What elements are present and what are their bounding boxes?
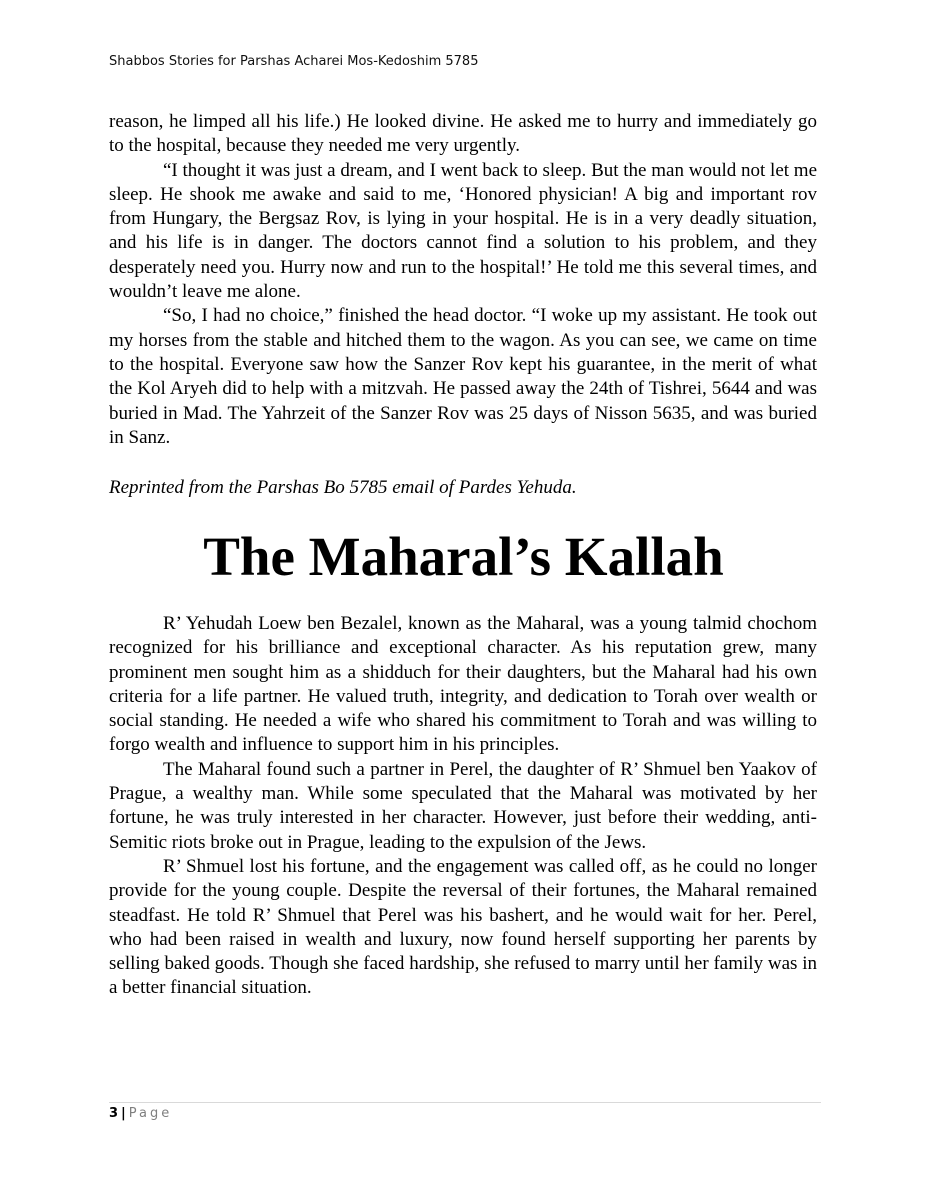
footer-separator: | [121, 1106, 126, 1121]
continued-story [109, 110, 817, 450]
page-number: 3 [109, 1106, 119, 1121]
footer-divider [109, 1102, 821, 1103]
story-title: The Maharal’s Kallah [203, 526, 724, 587]
paragraph: R’ Shmuel lost his fortune, and the engagement was called off, as he could no longer provide for the young couple. Despite the reversal of their fortunes, the Maharal remained steadfast. He told R’ Shmuel that Perel was his bashert, and he would wait for her. Perel, who had been raised in wealth and luxury, now found herself supporting her parents by selling baked goods. Though she faced hardship, she refused to marry until her family was in a better financial situation. [109, 855, 817, 999]
paragraph: “So, I had no choice,” finished the head doctor. “I woke up my assistant. He took out my horses from the stable and hitched them to the wagon. As you can see, we came on time to the hospital. Everyone saw how the Sanzer Rov kept his guarantee, in the merit of what the Kol Aryeh did to help with a mitzvah. He passed away the 24th of Tishrei, 5644 and was buried in Mad. The Yahrzeit of the Sanzer Rov was 25 days of Nisson 5635, and was buried in Sanz. [109, 305, 817, 448]
page-label: Page [128, 1106, 173, 1121]
paragraph: R’ Yehudah Loew ben Bezalel, known as the Maharal, was a young talmid chochom recognized for his brilliance and exceptional character. As his reputation grew, many prominent men sought him as a shidduch for their daughters, but the Maharal had his own criteria for a life partner. He valued truth, integrity, and dedication to Torah over wealth or social standing. He needed a wife who shared his commitment to Torah and was willing to forgo wealth and influence to support him in his principles. [109, 613, 817, 756]
paragraph: The Maharal found such a partner in Perel, the daughter of R’ Shmuel ben Yaakov of Prague, a wealthy man. While some speculated that the Maharal was motivated by her fortune, he was truly interested in her character. However, just before their wedding, anti-Semitic riots broke out in Prague, leading to the expulsion of the Jews. [109, 758, 817, 853]
running-header: Shabbos Stories for Parshas Acharei Mos-Kedoshim 5785 [109, 54, 479, 69]
story-body [109, 612, 817, 1001]
reprint-credit: Reprinted from the Parshas Bo 5785 email of Pardes Yehuda. [109, 477, 577, 498]
page-footer [109, 1106, 172, 1121]
paragraph: “I thought it was just a dream, and I went back to sleep. But the man would not let me sleep. He shook me awake and said to me, ‘Honored physician! A big and important rov from Hungary, the Bergsaz Rov, is lying in your hospital. He is in a very deadly situation, and his life is in danger. The doctors cannot find a solution to his problem, and they desperately need you. Hurry now and run to the hospital!’ He told me this several times, and wouldn’t leave me alone. [109, 159, 817, 303]
paragraph: reason, he limped all his life.) He looked divine. He asked me to hurry and immediately go to the hospital, because they needed me very urgently. [109, 111, 817, 157]
